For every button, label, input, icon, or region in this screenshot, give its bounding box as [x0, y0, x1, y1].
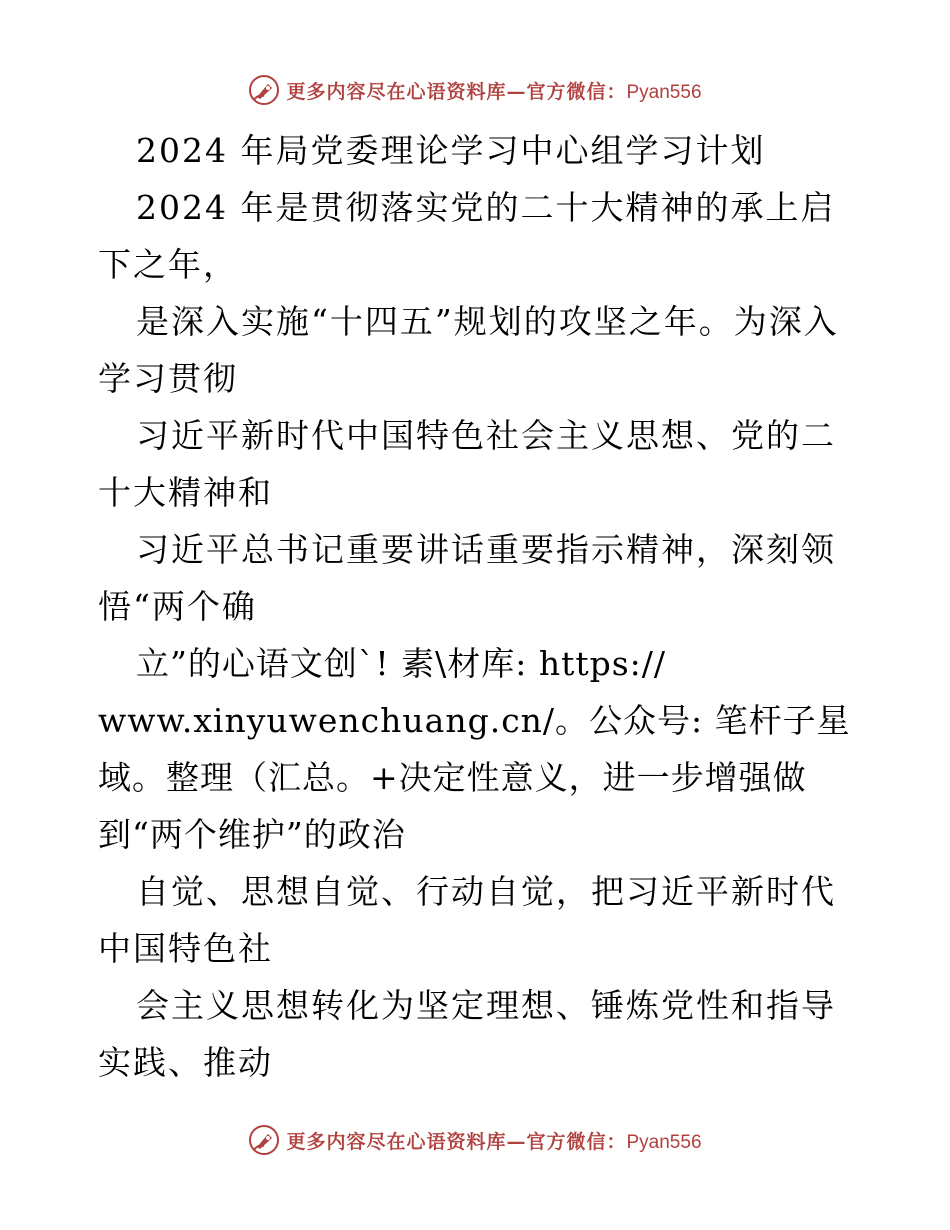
paragraph: 是深入实施“十四五”规划的攻坚之年。为深入学习贯彻 [98, 302, 839, 398]
paragraph: 习近平总书记重要讲话重要指示精神，深刻领悟“两个确 [98, 530, 836, 626]
pen-nib-logo-icon [248, 1124, 280, 1156]
document-title: 2024 年局党委理论学习中心组学习计划 [136, 131, 766, 170]
pen-nib-logo-icon [248, 74, 280, 106]
watermark-text: 更多内容尽在心语资料库—官方微信：Pyan556 [286, 1130, 702, 1153]
footer-watermark [0, 1120, 950, 1160]
watermark-wechat-id: Pyan556 [626, 81, 702, 103]
paragraph: 自觉、思想自觉、行动自觉，把习近平新时代中国特色社 [98, 872, 836, 968]
document-body [98, 122, 858, 1091]
paragraph: 2024 年是贯彻落实党的二十大精神的承上启下之年， [98, 188, 836, 284]
header-watermark [0, 70, 950, 110]
watermark-text: 更多内容尽在心语资料库—官方微信：Pyan556 [286, 80, 702, 103]
paragraph: www.xinyuwenchuang.cn/。公众号: 笔杆子星域。整理（汇总。+决定性意义，进一步增强做到“两个维护”的政治 [98, 701, 851, 854]
watermark-wechat-id: Pyan556 [626, 1131, 702, 1153]
paragraph: 立”的心语文创`! 素\材库: https:// [136, 644, 667, 683]
paragraph: 习近平新时代中国特色社会主义思想、党的二十大精神和 [98, 416, 836, 512]
paragraph: 会主义思想转化为坚定理想、锤炼党性和指导实践、推动 [98, 986, 836, 1082]
